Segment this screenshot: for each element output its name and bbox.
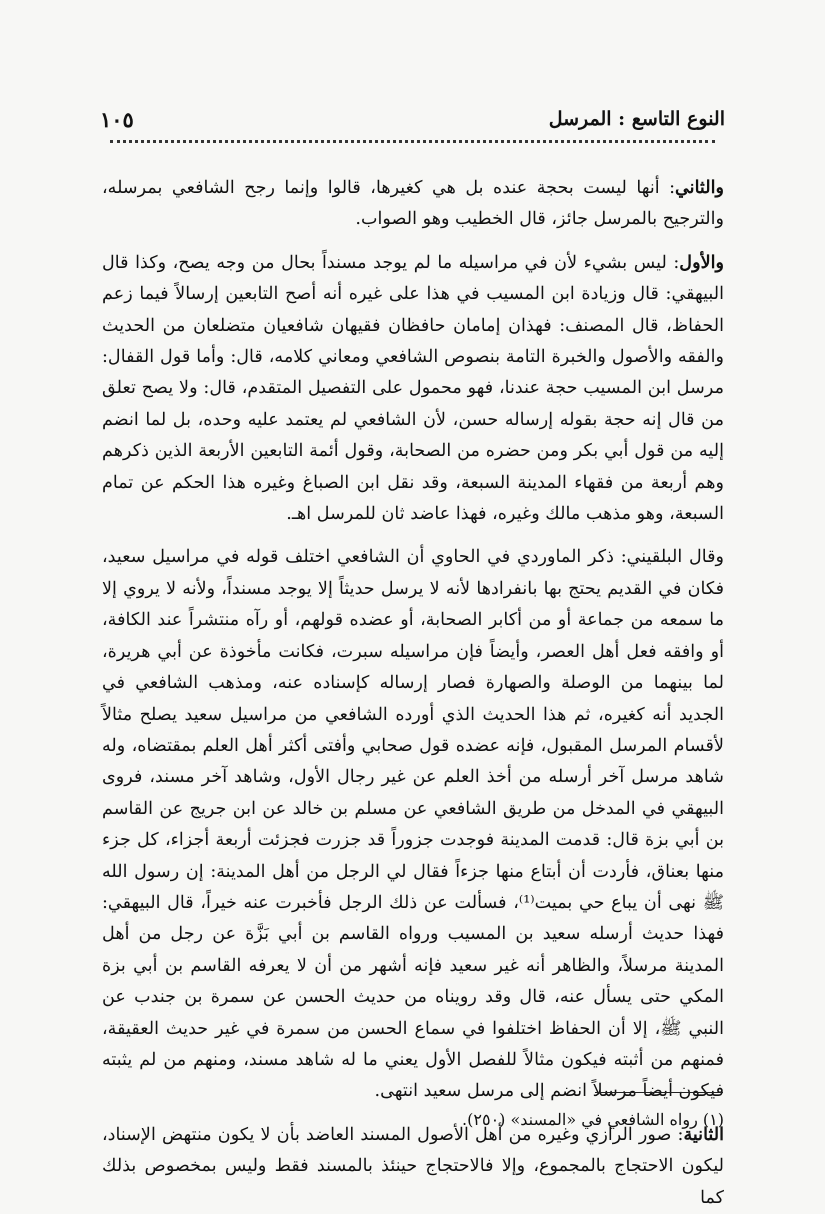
- paragraph-text: : أنها ليست بحجة عنده بل هي كغيرها، قالوا وإنما رجح الشافعي بمرسله، والترجيح بالمرسل جائز، قال الخطيب وهو الصواب.: [102, 178, 724, 230]
- paragraph-gap: [102, 530, 724, 541]
- paragraph-text: : ليس بشيء لأن في مراسيله ما لم يوجد مسنداً بحال من وجه يصح، وكذا قال البيهقي: قال وزيادة ابن المسيب في هذا على غيره أنه أصح التابعين إرسالاً فيما زعم الحفاظ، قال المصنف: فهذان إمامان حافظان فقيهان شافعيان متضلعان من الحديث والفقه والأصول والخبرة التامة بنصوص الشافعي ومعاني كلامه، قال: وأما قول القفال: مرسل ابن المسيب حجة عندنا، فهو محمول على التفصيل المتقدم، قال: ولا يصح تعلق من قال إنه حجة بقوله إرساله حسن، لأن الشافعي لم يعتمد عليه وحده، بل لما انضم إليه من قول أبي بكر ومن حضره من الصحابة، وقول أئمة التابعين الأربعة الذين ذكرهم وهم أربعة من فقهاء المدينة السبعة، وقد نقل ابن الصباغ وغيره هذا الحكم عن تمام السبعة، وهو مذهب مالك وغيره، فهذا عاضد ثان للمرسل اهـ.: [102, 252, 724, 525]
- dotted-separator: [110, 140, 715, 143]
- running-title: النوع التاسع : المرسل: [548, 108, 725, 130]
- page-number: ١٠٥: [100, 106, 134, 132]
- paragraph-bulqini: [102, 541, 724, 1107]
- footnote-separator: [595, 1092, 723, 1093]
- paragraph-second-view: [102, 172, 724, 236]
- paragraph-lead: والأول: [679, 251, 724, 273]
- page-header: [100, 104, 725, 134]
- paragraph-gap: [102, 236, 724, 247]
- main-text: [102, 172, 724, 1214]
- footnote: (١) رواه الشافعي في «المسند» (٢٥٠).: [462, 1110, 724, 1129]
- paragraph-lead: الثانية: [683, 1123, 724, 1145]
- paragraph-text: : صور الرازي وغيره من أهل الأصول المسند العاضد بأن لا يكون منتهض الإسناد، ليكون الاحتجاج بالمجموع، وإلا فالاحتجاج حينئذ بالمسند فقط وليس بمخصوص بذلك كما: [102, 1124, 724, 1208]
- paragraph-text: وقال البلقيني: ذكر الماوردي في الحاوي أن الشافعي اختلف قوله في مراسيل سعيد، فكان في القديم يحتج بها بانفرادها لأنه لا يرسل حديثاً إلا يوجد مسنداً، ولأنه لا يروي إلا ما سمعه من جماعة أو من أكابر الصحابة، أو عضده قولهم، أو رآه منتشراً عند الكافة، أو وافقه فعل أهل العصر، وأيضاً فإن مراسيله سبرت، فكانت مأخوذة عن أبي هريرة، لما بينهما من الوصلة والصهارة فصار إرساله كإسناده عنه، ومذهب الشافعي في الجديد أنه كغيره، ثم هذا الحديث الذي أورده الشافعي من مراسيل سعيد يصلح مثالاً لأقسام المرسل المقبول، فإنه عضده قول صحابي وأفتى أكثر أهل العلم بمقتضاه، وله شاهد مرسل آخر أرسله من أخذ العلم عن غير رجال الأول، وشاهد آخر مسند، فروى البيهقي في المدخل من طريق الشافعي عن مسلم بن خالد عن ابن جريج عن القاسم بن أبي بزة قال: قدمت المدينة فوجدت جزوراً قد جزرت فجزئت أربعة أجزاء، كل جزء منها بعناق، فأردت أن أبتاع منها جزءاً فقال لي الرجل من أهل المدينة: إن رسول الله ﷺ نهى أن يباع حي بميت⁽¹⁾، فسألت عن ذلك الرجل فأخبرت عنه خيراً، قال البيهقي: فهذا حديث أرسله سعيد بن المسيب ورواه القاسم بن أبي بَزَّة عن رجل من أهل المدينة مرسلاً، والظاهر أنه غير سعيد فإنه أشهر من أن لا يعرفه القاسم بن أبي بزة المكي حتى يسأل عنه، قال وقد رويناه من حديث الحسن عن سمرة بن جندب عن النبي ﷺ، إلا أن الحفاظ اختلفوا في سماع الحسن من سمرة في غير حديث العقيقة، فمنهم من أثبته فيكون مثالاً للفصل الأول يعني ما له شاهد مسند، ومنهم من لم يثبته فيكون أيضاً مرسلاً انضم إلى مرسل سعيد انتهى.: [102, 547, 725, 1102]
- paragraph-second-issue: [102, 1119, 724, 1214]
- paragraph-first-view: [102, 247, 724, 531]
- paragraph-lead: والثاني: [675, 177, 724, 198]
